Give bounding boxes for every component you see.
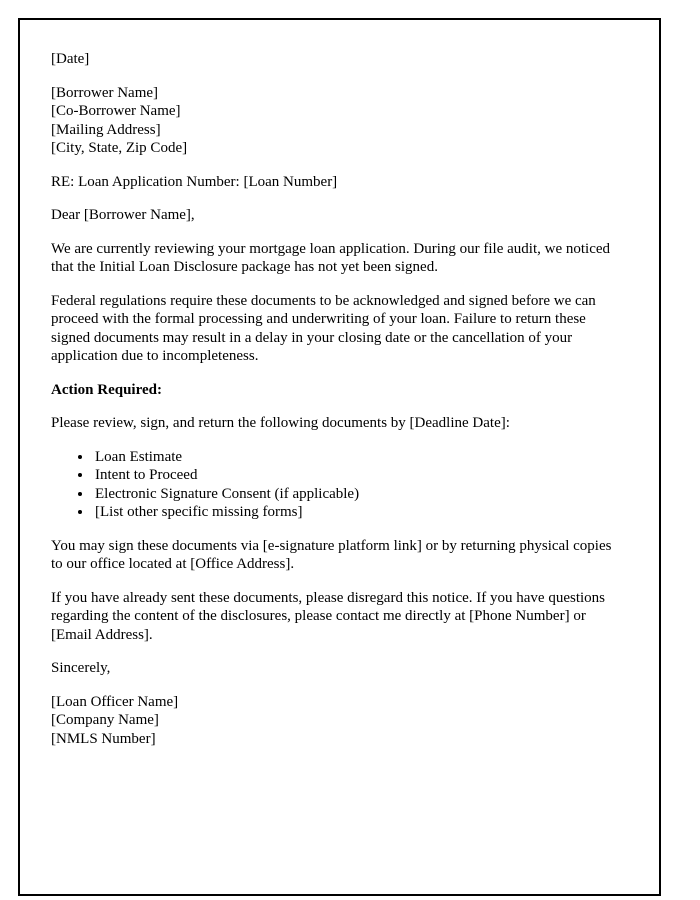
recipient-block	[51, 84, 625, 158]
recipient-city-state-zip: [City, State, Zip Code]	[51, 140, 188, 156]
instruction-line: Please review, sign, and return the following documents by [Deadline Date]:	[51, 415, 510, 431]
date-line: [Date]	[51, 51, 90, 67]
paragraph-sign-options: You may sign these documents via [e-signature platform link] or by returning physical copies to our office located at [Office Address].	[51, 537, 612, 572]
signature-company-name: [Company Name]	[51, 712, 159, 728]
salutation: Dear [Borrower Name],	[51, 207, 195, 223]
document-item-esignature-consent: • Electronic Signature Consent (if applicable)	[93, 485, 625, 504]
document-item-loan-estimate: • Loan Estimate	[93, 448, 625, 467]
document-item-intent-to-proceed: • Intent to Proceed	[93, 466, 625, 485]
signature-loan-officer-name: [Loan Officer Name]	[51, 693, 179, 710]
documents-list	[51, 448, 625, 522]
signature-nmls-number: [NMLS Number]	[51, 730, 156, 747]
recipient-mailing-address: [Mailing Address]	[51, 121, 161, 138]
document-item-other-forms: • [List other specific missing forms]	[93, 503, 625, 522]
signature-block	[51, 693, 625, 749]
recipient-borrower-name: [Borrower Name]	[51, 84, 159, 101]
paragraph-disregard: If you have already sent these documents, please disregard this notice. If you have questions regarding the content of the disclosures, please contact me directly at [Phone Number] or [Email Address].	[51, 589, 605, 643]
signoff-line: Sincerely,	[51, 660, 111, 676]
action-required-heading: Action Required:	[51, 381, 162, 398]
subject-line: RE: Loan Application Number: [Loan Number]	[51, 173, 338, 190]
paragraph-review: We are currently reviewing your mortgage loan application. During our file audit, we noticed that the Initial Loan Disclosure package has not yet been signed.	[51, 240, 611, 275]
letter-page	[18, 18, 661, 896]
recipient-co-borrower-name: [Co-Borrower Name]	[51, 103, 181, 119]
paragraph-regulations: Federal regulations require these documents to be acknowledged and signed before we can proceed with the formal processing and underwriting of your loan. Failure to return these signed documents may result in a delay in your closing date or the cancellation of your application due to incompleteness.	[51, 292, 596, 364]
